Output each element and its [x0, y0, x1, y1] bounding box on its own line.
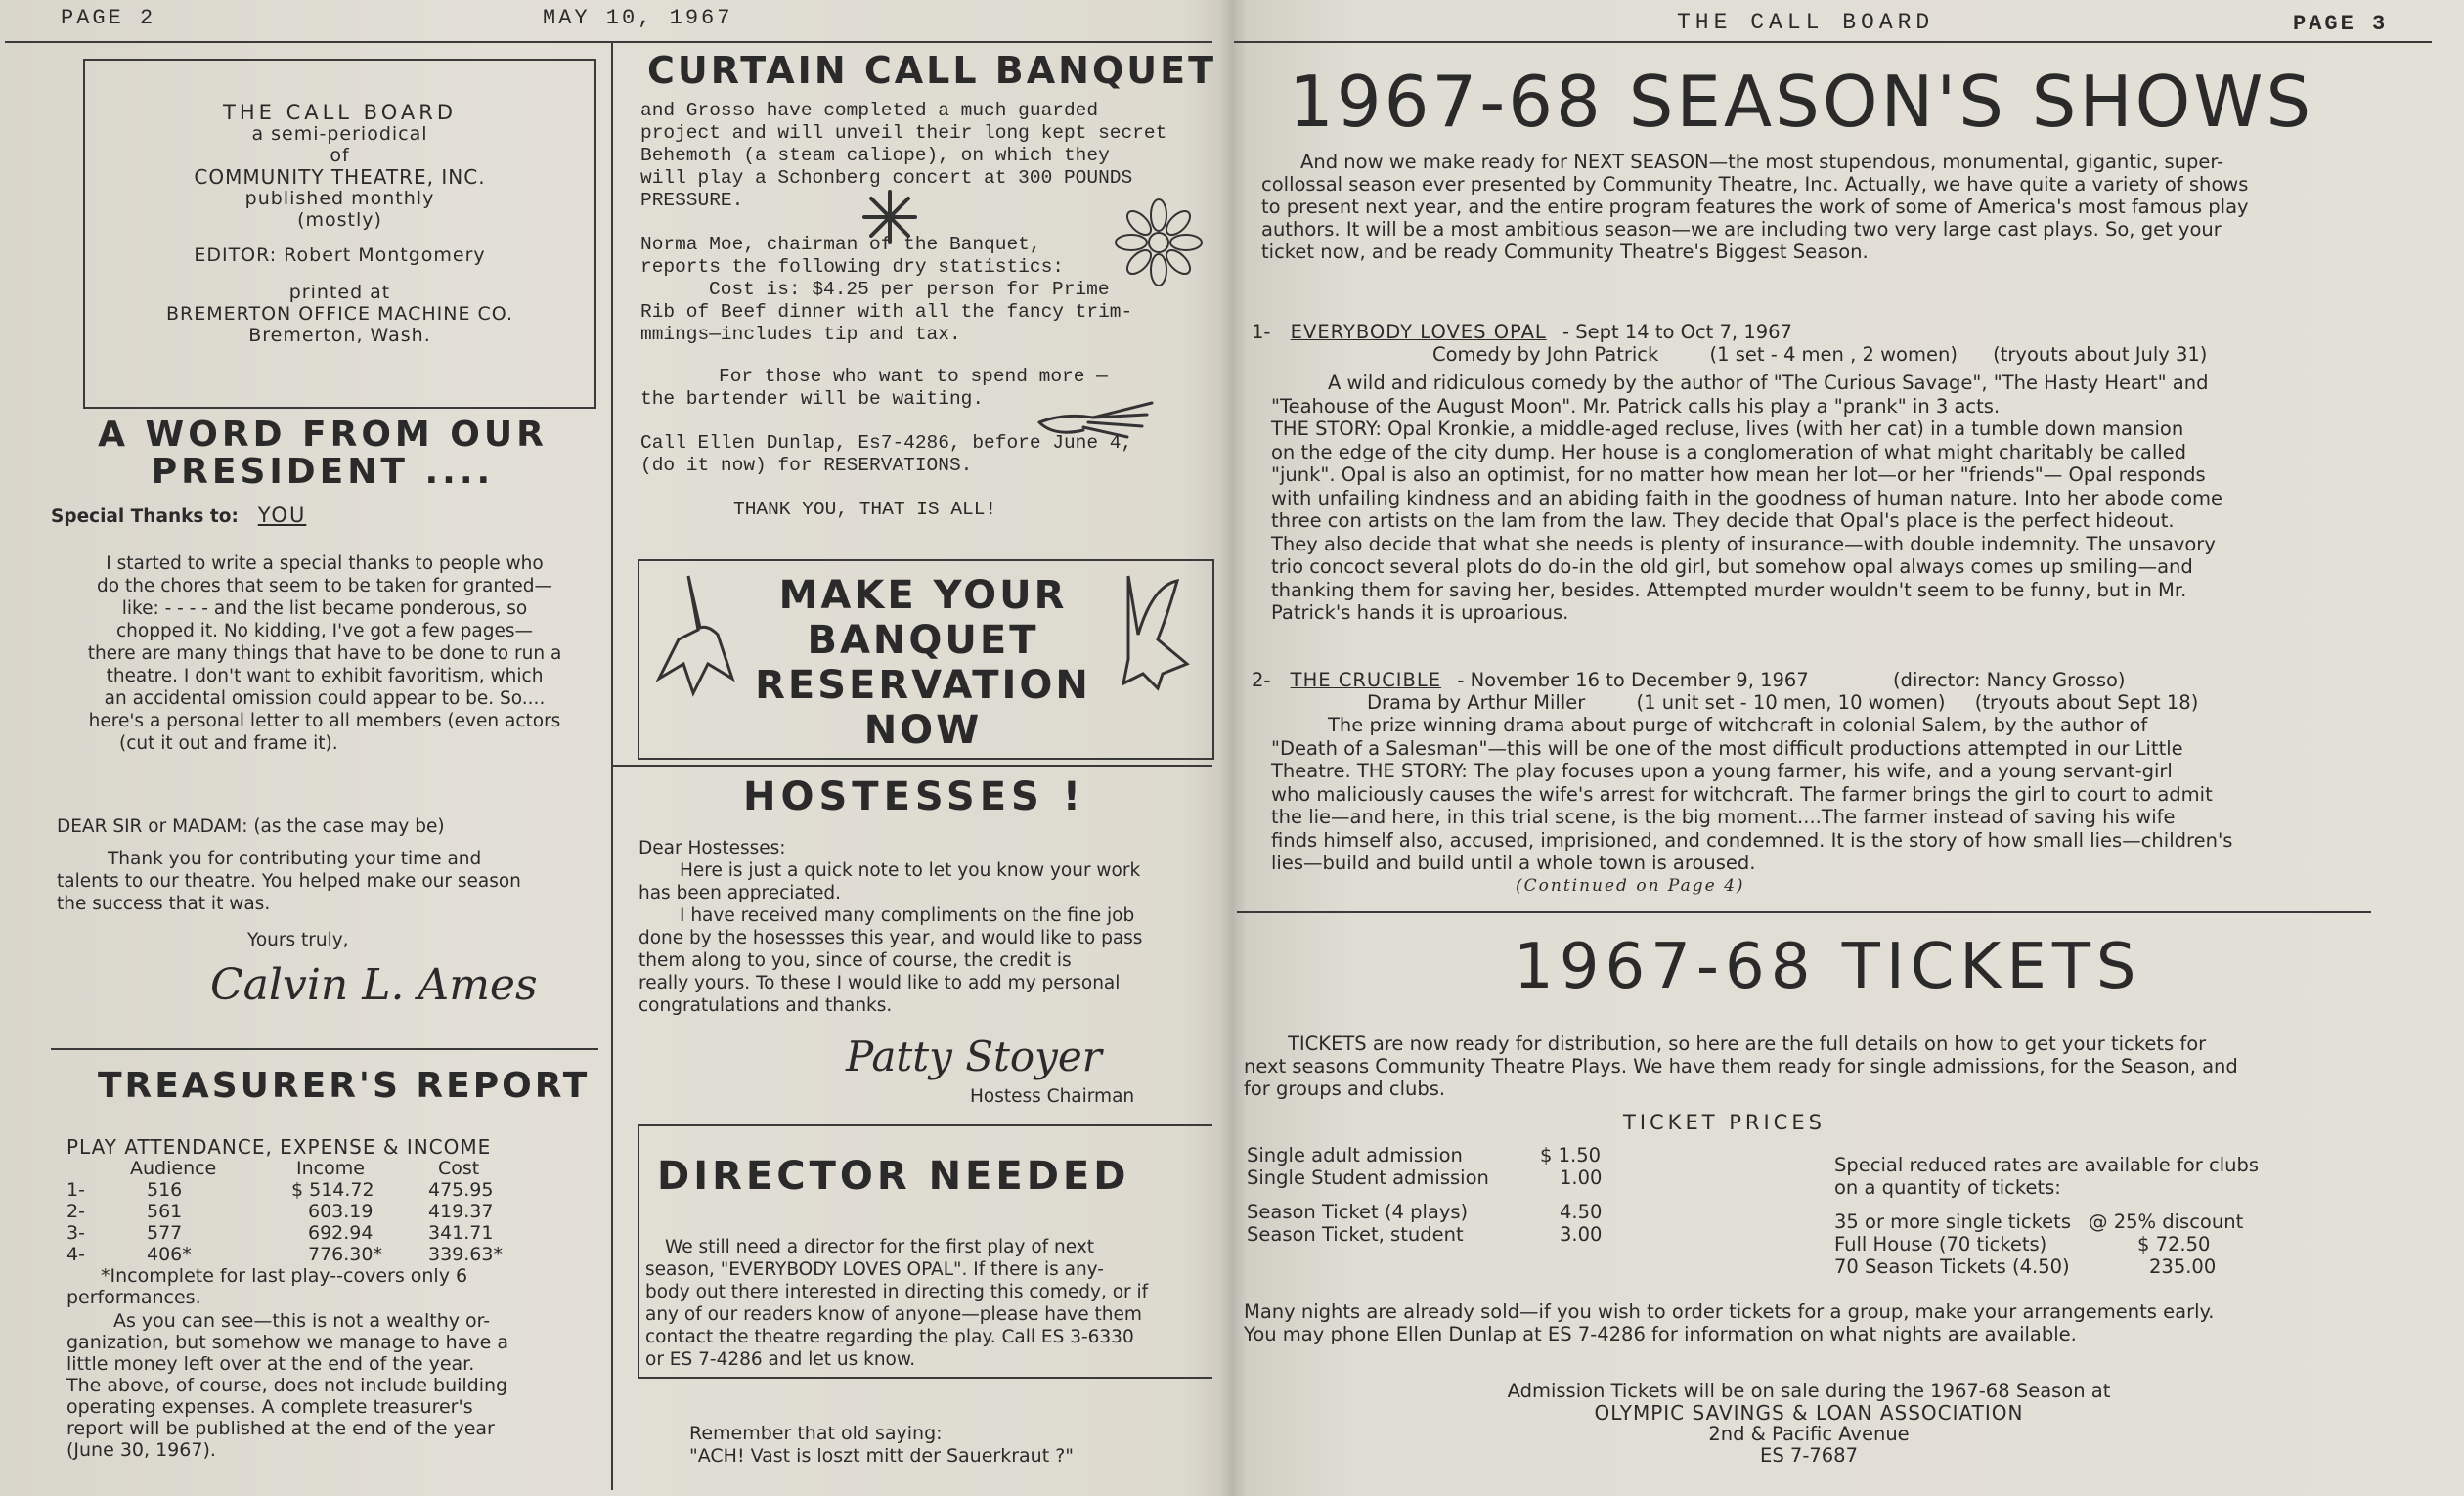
- masthead-line: THE CALL BOARD: [223, 101, 457, 124]
- sale-address: 2nd & Pacific Avenue: [1708, 1423, 1910, 1445]
- price-row: [1247, 1144, 1736, 1166]
- intro-line: And now we make ready for NEXT SEASON—the most stupendous, monumental, gigantic, super-: [1300, 151, 2224, 173]
- banquet-line: PRESSURE.: [640, 190, 744, 211]
- column-audience: Audience: [130, 1158, 217, 1179]
- hostesses-line: them along to you, since of course, the credit is: [638, 950, 1072, 971]
- nights-line: Many nights are already sold—if you wish to order tickets for a group, make your arrangements early.: [1244, 1300, 2215, 1323]
- show-1-line: trio concoct several plots do do-in the old girl, but somehow opal always comes up smiling—and: [1271, 555, 2193, 578]
- treasurer-columns: [66, 1158, 599, 1179]
- masthead-line: [85, 231, 594, 244]
- banquet-thanks: THANK YOU, THAT IS ALL!: [733, 499, 997, 520]
- nights-line: You may phone Ellen Dunlap at ES 7-4286 for information on what nights are available.: [1244, 1323, 2077, 1345]
- masthead-line: BREMERTON OFFICE MACHINE CO.: [166, 303, 513, 325]
- show-2-line: Theatre. THE STORY: The play focuses upon a young farmer, his wife, and a young servant-girl: [1271, 760, 2173, 782]
- masthead-line: of: [330, 145, 350, 166]
- banquet-line: project and will unveil their long kept secret: [640, 122, 1167, 144]
- club-intro: Special reduced rates are available for clubs: [1834, 1154, 2260, 1176]
- club-row: [1834, 1210, 2382, 1233]
- reservation-line: MAKE YOUR: [778, 573, 1068, 618]
- price-row: [1247, 1166, 1736, 1189]
- banquet-body: [640, 100, 1208, 521]
- club-value: @ 25% discount: [2089, 1210, 2244, 1233]
- sale-line: Admission Tickets will be on sale during the 1967-68 Season at: [1507, 1380, 2111, 1402]
- issue-date: MAY 10, 1967: [543, 6, 733, 30]
- show-2-tryouts: (tryouts about Sept 18): [1974, 691, 2199, 714]
- tickets-intro-line: TICKETS are now ready for distribution, so here are the full details on how to get your tickets for: [1288, 1033, 2207, 1055]
- masthead-line: published monthly: [244, 188, 435, 209]
- masthead-line: COMMUNITY THEATRE, INC.: [194, 165, 486, 189]
- president-line: (cut it out and frame it).: [119, 733, 338, 754]
- president-line: like: - - - - and the list became ponderous, so: [121, 598, 528, 619]
- column-divider-left: [611, 43, 613, 1490]
- left-page-number: PAGE 2: [61, 6, 156, 30]
- masthead-line: [85, 266, 594, 282]
- treasurer-heading: TREASURER'S REPORT: [98, 1066, 591, 1106]
- season-heading: 1967-68 SEASON'S SHOWS: [1289, 61, 2314, 143]
- letter-closing: Yours truly,: [247, 930, 349, 950]
- reservation-line: RESERVATION: [755, 663, 1091, 708]
- price-label: Season Ticket, student: [1247, 1223, 1464, 1246]
- president-line: here's a personal letter to all members (even actors: [88, 711, 561, 731]
- banquet-line: and Grosso have completed a much guarded: [640, 100, 1099, 121]
- hostesses-line: has been appreciated.: [638, 883, 842, 903]
- row-income: 692.94: [308, 1222, 374, 1244]
- masthead-line: (mostly): [297, 209, 382, 231]
- banquet-line: mmings—includes tip and tax.: [640, 324, 961, 345]
- show-2-line: finds himself also, accused, imprisioned, and condemned. It is the story of how small lies—children's: [1271, 828, 2233, 852]
- club-value: $ 72.50: [2137, 1233, 2211, 1255]
- show-2-line: the lie—and here, in this trial scene, is the big moment....The farmer instead of saving his wife: [1271, 806, 2176, 828]
- hostesses-heading: HOSTESSES !: [743, 774, 1086, 819]
- member-letter: [57, 815, 604, 951]
- row-audience: 516: [147, 1179, 183, 1201]
- show-1-line: on the edge of the city dump. Her house is a conglomeration of what might charitably be called: [1271, 440, 2187, 463]
- treasurer-line: little money left over at the end of the year.: [66, 1353, 475, 1375]
- club-label: 35 or more single tickets: [1834, 1210, 2071, 1233]
- banquet-line: Behemoth (a steam caliope), on which they: [640, 145, 1110, 166]
- left-hand-doodle-icon: [649, 571, 737, 698]
- hostesses-line: Here is just a quick note to let you know your work: [680, 860, 1141, 881]
- banquet-line: the bartender will be waiting.: [640, 388, 985, 410]
- club-intro: on a quantity of tickets:: [1834, 1176, 2061, 1199]
- hostesses-line: done by the hosessses this year, and would like to pass: [638, 928, 1143, 948]
- banquet-line: Norma Moe, chairman of the Banquet,: [640, 234, 1041, 255]
- masthead-line: Bremerton, Wash.: [248, 325, 431, 346]
- president-line: I started to write a special thanks to people who: [106, 553, 544, 574]
- show-2-line: lies—build and build until a whole town is aroused.: [1271, 852, 1756, 874]
- show-1-line: "junk". Opal is also an optimist, for no matter how mean her lot—or her "friends"— Opal responds: [1271, 463, 2206, 486]
- hostesses-body: [638, 837, 1210, 1017]
- banquet-line: reports the following dry statistics:: [640, 256, 1064, 278]
- show-2-cast: (1 unit set - 10 men, 10 women): [1636, 691, 1946, 714]
- treasurer-line: As you can see—this is not a wealthy or-: [113, 1310, 491, 1332]
- masthead-line: printed at: [288, 282, 391, 303]
- treasurer-line: (June 30, 1967).: [66, 1439, 216, 1461]
- row-income: $ 514.72: [291, 1179, 374, 1201]
- banquet-line: Call Ellen Dunlap, Es7-4286, before June 4,: [640, 432, 1133, 454]
- letter-line: Thank you for contributing your time and: [108, 849, 482, 869]
- sale-business: OLYMPIC SAVINGS & LOAN ASSOCIATION: [1594, 1401, 2024, 1425]
- price-value: 1.00: [1560, 1166, 1603, 1189]
- reservation-text: [727, 573, 1119, 753]
- masthead-text: [85, 102, 594, 346]
- row-number: 1-: [66, 1179, 85, 1201]
- row-cost: 475.95: [428, 1179, 494, 1201]
- show-1-title: EVERYBODY LOVES OPAL: [1290, 321, 1547, 343]
- show-2-line: who maliciously causes the wife's arrest for witchcraft. The farmer brings the girl to court to admit: [1271, 782, 2213, 806]
- show-1-line: thanking them for saving her, besides. Attempted murder wouldn't seem to be funny, but in Mr.: [1271, 578, 2187, 601]
- price-label: Season Ticket (4 plays): [1247, 1201, 1469, 1223]
- club-label: Full House (70 tickets): [1834, 1233, 2047, 1255]
- intro-line: ticket now, and be ready Community Theatre's Biggest Season.: [1261, 241, 1869, 263]
- tickets-heading: 1967-68 TICKETS: [1514, 931, 2142, 1003]
- special-thanks-label: Special Thanks to:: [51, 506, 239, 527]
- row-income: 776.30*: [308, 1244, 382, 1265]
- intro-line: authors. It will be a most ambitious season—we are including two very large cast plays. So, get your: [1261, 218, 2222, 241]
- treasurer-rule: [51, 1048, 598, 1050]
- show-1-line: three con artists on the lam from the law. They decide that Opal's place is the perfect hideout.: [1271, 509, 2175, 532]
- letter-line: the success that it was.: [57, 894, 271, 914]
- tickets-intro: [1244, 1033, 2398, 1100]
- table-row: [66, 1179, 599, 1201]
- row-number: 4-: [66, 1244, 85, 1265]
- show-1-line: with unfailing kindness and an abiding faith in the goodness of human nature. Into her abode come: [1271, 486, 2223, 509]
- banquet-line: will play a Schonberg concert at 300 POUNDS: [640, 167, 1133, 189]
- ticket-prices-heading: TICKET PRICES: [1623, 1111, 1826, 1134]
- show-2-director: (director: Nancy Grosso): [1892, 669, 2126, 691]
- pointing-hand-icon: [1034, 383, 1162, 442]
- club-label: 70 Season Tickets (4.50): [1834, 1255, 2070, 1278]
- row-audience: 406*: [147, 1244, 192, 1265]
- show-1-line: A wild and ridiculous comedy by the author of "The Curious Savage", "The Hasty Heart" and: [1328, 372, 2209, 394]
- show-1-line: Patrick's hands it is uproarious.: [1271, 601, 1569, 624]
- column-income: Income: [296, 1158, 365, 1179]
- banquet-line: (do it now) for RESERVATIONS.: [640, 455, 973, 476]
- club-row: [1834, 1255, 2382, 1278]
- show-1-dates: - Sept 14 to Oct 7, 1967: [1562, 321, 1792, 343]
- president-line: there are many things that have to be done to run a: [87, 643, 562, 664]
- reservation-line: NOW: [863, 708, 983, 753]
- president-line: theatre. I don't want to exhibit favoritism, which: [106, 666, 544, 686]
- ticket-sale-location: [1388, 1381, 2229, 1467]
- director-heading: DIRECTOR NEEDED: [657, 1154, 1130, 1199]
- saying-quote: "ACH! Vast is loszt mitt der Sauerkraut ?": [689, 1445, 1075, 1467]
- show-2-dates: - November 16 to December 9, 1967: [1457, 669, 1809, 691]
- asterisk-doodle-icon: [860, 188, 919, 246]
- masthead-line: a semi-periodical: [251, 123, 428, 145]
- special-thanks-value: YOU: [257, 504, 307, 527]
- club-rates: [1834, 1154, 2382, 1278]
- reservation-box: [638, 559, 1214, 760]
- president-heading: [59, 417, 587, 491]
- letter-line: talents to our theatre. You helped make our season: [57, 871, 521, 892]
- banquet-line: Rib of Beef dinner with all the fancy trim-: [640, 301, 1133, 323]
- show-1-line: "Teahouse of the August Moon". Mr. Patrick calls his play a "prank" in 3 acts.: [1271, 394, 2001, 418]
- price-value: 4.50: [1560, 1201, 1603, 1223]
- president-line: do the chores that seem to be taken for granted—: [97, 576, 552, 596]
- row-income: 603.19: [308, 1201, 374, 1222]
- row-number: 3-: [66, 1222, 85, 1244]
- price-value: $ 1.50: [1540, 1144, 1602, 1166]
- reservation-line: BANQUET: [807, 618, 1039, 663]
- table-row: [66, 1201, 599, 1222]
- season-intro: [1261, 151, 2405, 263]
- price-row: [1247, 1201, 1736, 1223]
- row-audience: 577: [147, 1222, 183, 1244]
- intro-line: to present next year, and the entire program features the work of some of America's most famous play: [1261, 196, 2249, 218]
- hostess-title: Hostess Chairman: [970, 1086, 1135, 1107]
- price-label: Single adult admission: [1247, 1144, 1463, 1166]
- treasurer-line: The above, of course, does not include building: [66, 1375, 508, 1396]
- price-value: 3.00: [1560, 1223, 1603, 1246]
- president-heading-line2: PRESIDENT ....: [151, 452, 495, 492]
- show-1-line: They also decide that what she needs is plenty of insurance—with double indemnity. The unsavory: [1271, 532, 2216, 555]
- row-number: 2-: [66, 1201, 85, 1222]
- hostesses-line: I have received many compliments on the fine job: [680, 905, 1135, 926]
- director-line: or ES 7-4286 and let us know.: [645, 1349, 916, 1370]
- show-1-body: [1252, 372, 2415, 625]
- treasurer-line: ganization, but somehow we manage to have a: [66, 1332, 508, 1353]
- group-nights: [1244, 1300, 2417, 1345]
- president-heading-line1: A WORD FROM OUR: [98, 415, 548, 455]
- hostesses-line: really yours. To these I would like to add my personal: [638, 973, 1121, 993]
- sale-phone: ES 7-7687: [1760, 1444, 1858, 1467]
- table-row: [66, 1244, 599, 1265]
- director-body: [645, 1236, 1212, 1371]
- president-body: [51, 552, 598, 755]
- treasurer-line: report will be published at the end of the year: [66, 1418, 495, 1439]
- show-1-number: 1-: [1252, 321, 1271, 343]
- director-line: contact the theatre regarding the play. Call ES 3-6330: [645, 1327, 1134, 1347]
- show-2-line: "Death of a Salesman"—this will be one of the most difficult productions attempted in our Little: [1271, 736, 2183, 760]
- row-cost: 419.37: [428, 1201, 494, 1222]
- show-2-title: THE CRUCIBLE: [1290, 669, 1442, 691]
- price-label: Single Student admission: [1247, 1166, 1489, 1189]
- masthead-editor: EDITOR: Robert Montgomery: [194, 244, 486, 266]
- president-line: an accidental omission could appear to be. So....: [104, 688, 546, 709]
- continued-note: (Continued on Page 4): [1516, 875, 1745, 896]
- special-thanks: [51, 505, 598, 528]
- letter-salutation: DEAR SIR or MADAM: (as the case may be): [57, 816, 445, 837]
- treasurer-note: performances.: [66, 1287, 201, 1308]
- tickets-rule: [1237, 911, 2371, 913]
- show-2-body: [1252, 714, 2415, 875]
- right-page-number: PAGE 3: [2293, 12, 2389, 36]
- show-2-credit: Drama by Arthur Miller: [1367, 691, 1586, 714]
- show-1-cast: (1 set - 4 men , 2 women): [1709, 343, 1958, 366]
- column-cost: Cost: [438, 1158, 480, 1179]
- show-1-credit: Comedy by John Patrick: [1432, 343, 1659, 366]
- left-header-rule: [5, 41, 1212, 43]
- masthead-box: [83, 59, 596, 409]
- treasurer-line: operating expenses. A complete treasurer's: [66, 1396, 473, 1418]
- director-line: body out there interested in directing this comedy, or if: [645, 1282, 1149, 1302]
- price-row: [1247, 1223, 1736, 1246]
- banquet-line: For those who want to spend more —: [719, 366, 1108, 387]
- president-line: chopped it. No kidding, I've got a few pages—: [115, 621, 534, 641]
- intro-line: collossal season ever presented by Community Theatre, Inc. Actually, we have quite a variety of shows: [1261, 173, 2249, 196]
- show-2-line: The prize winning drama about purge of witchcraft in colonial Salem, by the author of: [1328, 714, 2148, 736]
- row-audience: 561: [147, 1201, 183, 1222]
- show-1-tryouts: (tryouts about July 31): [1993, 343, 2208, 366]
- tickets-intro-line: next seasons Community Theatre Plays. We have them ready for single admissions, for the Season, and: [1244, 1055, 2238, 1078]
- show-1: [1252, 321, 2415, 625]
- treasurer-note: *Incomplete for last play--covers only 6: [101, 1265, 468, 1287]
- row-cost: 339.63*: [428, 1244, 503, 1265]
- club-value: 235.00: [2149, 1255, 2217, 1278]
- president-signature: Calvin L. Ames: [210, 960, 538, 1010]
- table-row: [66, 1222, 599, 1244]
- right-hand-doodle-icon: [1109, 566, 1202, 693]
- right-header-rule: [1234, 41, 2432, 43]
- hostesses-rule: [613, 765, 1212, 767]
- director-line: We still need a director for the first play of next: [665, 1237, 1095, 1257]
- right-running-title: THE CALL BOARD: [1677, 10, 1935, 35]
- banquet-heading: CURTAIN CALL BANQUET: [647, 49, 1217, 92]
- hostesses-line: congratulations and thanks.: [638, 995, 893, 1016]
- show-1-line: THE STORY: Opal Kronkie, a middle-aged recluse, lives (with her cat) in a tumble down mansion: [1271, 418, 2184, 440]
- director-line: season, "EVERYBODY LOVES OPAL". If there is any-: [645, 1259, 1104, 1280]
- tickets-intro-line: for groups and clubs.: [1244, 1078, 1446, 1100]
- row-cost: 341.71: [428, 1222, 494, 1244]
- banquet-line: Cost is: $4.25 per person for Prime: [709, 279, 1110, 300]
- show-2-number: 2-: [1252, 669, 1271, 691]
- director-line: any of our readers know of anyone—please have them: [645, 1304, 1142, 1325]
- hostess-signature: Patty Stoyer: [846, 1033, 1102, 1080]
- ticket-prices: [1247, 1144, 1736, 1246]
- flower-doodle-icon: [1105, 194, 1212, 291]
- show-2: [1252, 669, 2415, 898]
- saying-intro: Remember that old saying:: [689, 1423, 943, 1444]
- old-saying: [689, 1423, 1208, 1468]
- treasurer-subtitle: PLAY ATTENDANCE, EXPENSE & INCOME: [66, 1135, 492, 1159]
- club-row: [1834, 1233, 2382, 1255]
- treasurer-report: [66, 1136, 599, 1461]
- hostesses-salutation: Dear Hostesses:: [638, 838, 786, 858]
